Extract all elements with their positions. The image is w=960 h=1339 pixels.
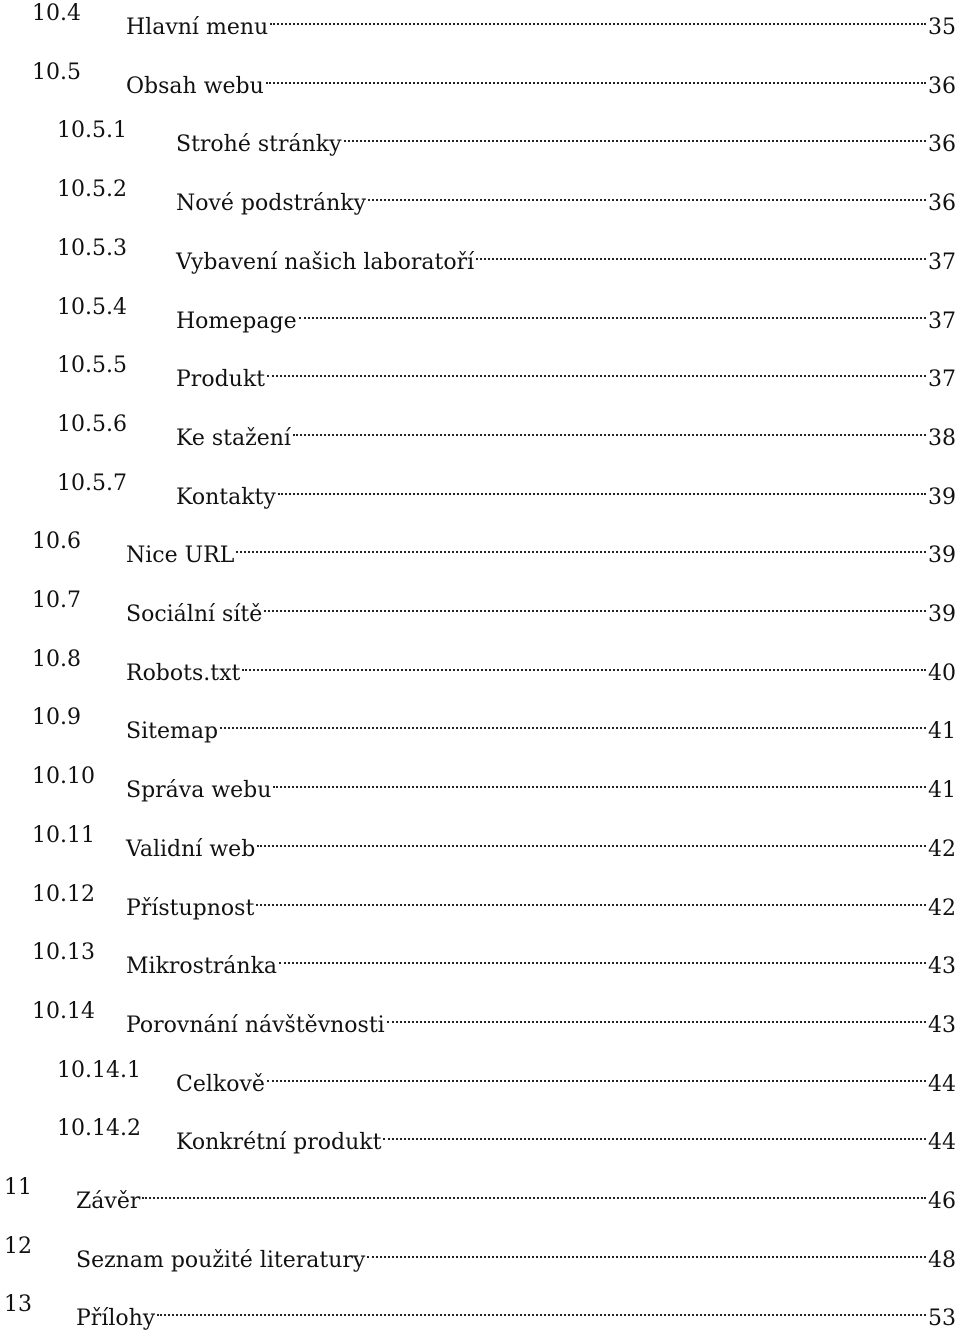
- toc-entry-number: 10.5.7: [57, 470, 127, 496]
- toc-entry-page-number: 48: [928, 1247, 956, 1273]
- toc-entry-number: 11: [4, 1175, 32, 1200]
- dot-leader: [387, 992, 926, 1032]
- toc-entry-number: 10.14: [32, 998, 95, 1024]
- toc-entry[interactable]: [0, 111, 960, 158]
- dot-leader: [157, 1285, 926, 1325]
- toc-entry-number: 10.14.1: [57, 1057, 141, 1083]
- toc-entry-number: 10.8: [32, 646, 81, 672]
- toc-entry-page-number: 43: [928, 1012, 956, 1038]
- toc-entry-line: [126, 522, 956, 576]
- dot-leader: [383, 1109, 926, 1149]
- toc-entry-line: [176, 1051, 956, 1105]
- dot-leader: [293, 405, 926, 445]
- toc-entry[interactable]: [0, 405, 960, 451]
- dot-leader: [266, 53, 926, 93]
- toc-entry-number: 10.5.4: [57, 294, 127, 320]
- toc-entry-title: Konkrétní produkt: [176, 1130, 382, 1156]
- toc-entry[interactable]: [0, 346, 960, 393]
- toc-entry-line: [126, 0, 956, 48]
- toc-entry-page-number: 39: [928, 543, 956, 569]
- toc-entry-line: [176, 170, 956, 224]
- toc-entry[interactable]: [0, 464, 960, 510]
- toc-entry-number: 10.13: [32, 940, 95, 966]
- toc-entry-line: [176, 111, 956, 165]
- dot-leader: [264, 581, 926, 621]
- toc-entry[interactable]: [0, 0, 960, 40]
- dot-leader: [267, 346, 926, 386]
- toc-entry-page-number: 43: [928, 954, 956, 980]
- toc-entry-line: [126, 53, 956, 107]
- dot-leader: [299, 288, 926, 328]
- toc-entry-number: 12: [4, 1233, 32, 1259]
- dot-leader: [142, 1168, 926, 1208]
- dot-leader: [256, 875, 926, 915]
- toc-entry-line: [126, 875, 956, 929]
- dot-leader: [242, 640, 926, 680]
- toc-entry-number: 10.12: [32, 881, 95, 907]
- toc-entry[interactable]: [0, 757, 960, 804]
- toc-entry-page-number: 38: [928, 425, 956, 451]
- toc-entry-title: Strohé stránky: [176, 132, 342, 158]
- toc-entry[interactable]: [0, 816, 960, 862]
- toc-entry-line: [126, 698, 956, 752]
- toc-entry-title: Nice URL: [126, 543, 235, 569]
- toc-entry-page-number: 36: [928, 132, 956, 158]
- toc-entry-title: Validní web: [126, 836, 256, 862]
- toc-entry-page-number: 37: [928, 308, 956, 334]
- toc-entry-title: Hlavní menu: [126, 15, 269, 40]
- dot-leader: [367, 1227, 926, 1267]
- toc-entry-line: [126, 581, 956, 635]
- toc-entry-page-number: 44: [928, 1130, 956, 1156]
- toc-entry-number: 10.9: [32, 705, 81, 731]
- toc-entry-title: Celkově: [176, 1071, 265, 1097]
- toc-entry[interactable]: [0, 933, 960, 980]
- toc-entry[interactable]: [0, 875, 960, 921]
- toc-entry[interactable]: [0, 1227, 960, 1273]
- toc-entry-line: [126, 757, 956, 811]
- toc-entry-number: 10.5.3: [57, 235, 127, 261]
- toc-entry-number: 10.5.2: [57, 177, 127, 203]
- toc-entry-number: 13: [4, 1292, 32, 1318]
- toc-entry-page-number: 46: [928, 1189, 956, 1214]
- toc-entry-page-number: 37: [928, 249, 956, 275]
- toc-entry[interactable]: [0, 581, 960, 627]
- toc-entry-title: Porovnání návštěvnosti: [126, 1012, 385, 1038]
- toc-entry-title: Seznam použité literatury: [76, 1247, 366, 1273]
- toc-entry-title: Homepage: [176, 308, 297, 334]
- toc-entry-title: Kontakty: [176, 484, 276, 510]
- toc-entry-page-number: 37: [928, 367, 956, 393]
- toc-entry-title: Sociální sítě: [126, 602, 263, 627]
- toc-entry-page-number: 36: [928, 191, 956, 217]
- dot-leader: [344, 111, 926, 151]
- toc-entry-title: Nové podstránky: [176, 191, 367, 217]
- toc-entry[interactable]: [0, 1051, 960, 1097]
- toc-entry-title: Správa webu: [126, 778, 272, 804]
- toc-entry-line: [176, 229, 956, 283]
- toc-entry-number: 10.11: [32, 822, 95, 848]
- toc-entry-line: [76, 1285, 956, 1339]
- toc-entry[interactable]: [0, 1285, 960, 1332]
- toc-entry-page-number: 36: [928, 73, 956, 99]
- toc-entry[interactable]: [0, 288, 960, 334]
- toc-entry-number: 10.5: [32, 59, 81, 85]
- toc-entry-line: [176, 288, 956, 342]
- dot-leader: [476, 229, 926, 269]
- dot-leader: [267, 1051, 926, 1091]
- dot-leader: [279, 933, 926, 973]
- toc-entry-page-number: 39: [928, 602, 956, 627]
- toc-entry-page-number: 44: [928, 1071, 956, 1097]
- toc-entry[interactable]: [0, 170, 960, 217]
- toc-entry-number: 10.5.1: [57, 118, 127, 144]
- toc-entry[interactable]: [0, 1168, 960, 1214]
- toc-entry-number: 10.10: [32, 764, 95, 790]
- toc-entry-line: [176, 1109, 956, 1163]
- dot-leader: [220, 698, 926, 738]
- toc-entry-page-number: 41: [928, 778, 956, 804]
- toc-entry-line: [176, 464, 956, 518]
- toc-entry-page-number: 42: [928, 836, 956, 862]
- toc-entry[interactable]: [0, 992, 960, 1038]
- toc-entry-line: [76, 1168, 956, 1222]
- toc-entry-number: 10.5.5: [57, 353, 127, 379]
- toc-entry[interactable]: [0, 640, 960, 686]
- toc-entry-title: Přílohy: [76, 1306, 156, 1332]
- toc-entry-page-number: 53: [928, 1306, 956, 1332]
- toc-entry-number: 10.5.6: [57, 411, 127, 437]
- toc-entry-number: 10.6: [32, 529, 81, 555]
- toc-entry-line: [76, 1227, 956, 1281]
- toc-entry-page-number: 39: [928, 484, 956, 510]
- dot-leader: [273, 757, 926, 797]
- toc-entry-page-number: 40: [928, 660, 956, 686]
- toc-entry-line: [126, 816, 956, 870]
- toc-entry-number: 10.4: [32, 1, 81, 26]
- toc-entry-number: 10.7: [32, 588, 81, 613]
- toc-entry-title: Přístupnost: [126, 895, 255, 921]
- toc-entry-line: [176, 346, 956, 400]
- toc-entry-title: Závěr: [76, 1189, 141, 1214]
- toc-entry-title: Ke stažení: [176, 425, 291, 451]
- toc-entry-title: Sitemap: [126, 719, 219, 745]
- toc-entry-title: Vybavení našich laboratoří: [176, 249, 475, 275]
- toc-entry[interactable]: [0, 698, 960, 745]
- toc-entry-line: [176, 405, 956, 459]
- toc-entry-page-number: 41: [928, 719, 956, 745]
- toc-entry-page-number: 35: [928, 15, 956, 40]
- toc-entry-line: [126, 992, 956, 1046]
- dot-leader: [368, 170, 926, 210]
- toc-entry-title: Robots.txt: [126, 660, 241, 686]
- dot-leader: [236, 522, 926, 562]
- toc-entry-title: Produkt: [176, 367, 265, 393]
- dot-leader: [257, 816, 926, 856]
- toc-entry-title: Obsah webu: [126, 73, 264, 99]
- toc-entry[interactable]: [0, 53, 960, 99]
- toc-entry[interactable]: [0, 229, 960, 275]
- toc-entry-page-number: 42: [928, 895, 956, 921]
- toc-entry-line: [126, 933, 956, 987]
- toc-entry-line: [126, 640, 956, 694]
- toc-entry[interactable]: [0, 1109, 960, 1156]
- toc-entry[interactable]: [0, 522, 960, 569]
- toc-entry-number: 10.14.2: [57, 1116, 141, 1142]
- dot-leader: [278, 464, 926, 504]
- toc-entry-title: Mikrostránka: [126, 954, 278, 980]
- dot-leader: [270, 0, 926, 34]
